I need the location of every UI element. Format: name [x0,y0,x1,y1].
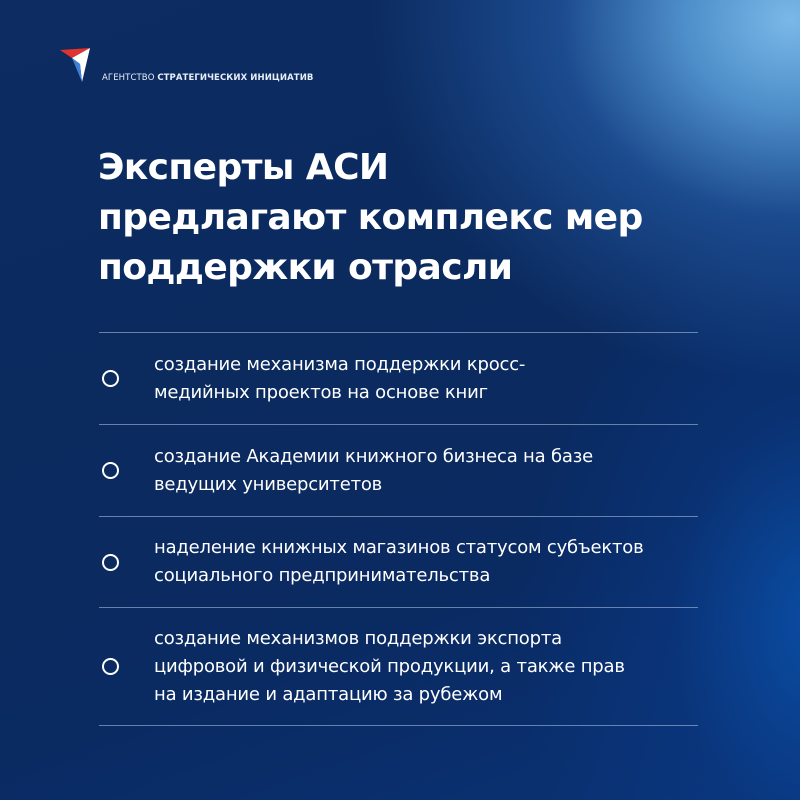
list-item [99,608,698,725]
list-item-line: социального предпринимательства [154,565,491,586]
logo-text-regular: АГЕНТСТВО [102,73,158,83]
headline-line: предлагают комплекс мер [98,197,643,238]
asi-logo-text [102,73,314,83]
list-item-line: наделение книжных магазинов статусом субъектов [154,537,644,558]
list-item [99,517,698,607]
list-item-line: ведущих университетов [154,473,383,495]
list-item-line: на издание и адаптацию за рубежом [154,683,503,705]
list-item [99,333,698,424]
circle-bullet-icon [102,658,119,675]
asi-logo [60,48,360,88]
list-item [99,425,698,516]
headline [98,143,718,293]
circle-bullet-icon [102,370,119,387]
logo-text-bold: СТРАТЕГИЧЕСКИХ ИНИЦИАТИВ [157,73,314,83]
list-item-text [154,625,625,709]
list-item-line: создание механизма поддержки кросс- [154,353,526,375]
asi-logo-mark-icon [60,48,100,82]
circle-bullet-icon [102,554,119,571]
list-item-text [154,443,593,499]
headline-line: поддержки отрасли [98,247,513,288]
list-item-line: создание Академии книжного бизнеса на базе [154,445,593,467]
list-item-text [154,351,525,407]
list-item-text [154,534,644,590]
list-item-line: создание механизмов поддержки экспорта [154,627,562,649]
list-item-line: цифровой и физической продукции, а также прав [154,655,625,677]
divider [99,725,698,726]
measures-list [99,332,698,726]
list-item-line: медийных проектов на основе книг [154,381,488,403]
headline-line: Эксперты АСИ [98,147,389,188]
circle-bullet-icon [102,462,119,479]
